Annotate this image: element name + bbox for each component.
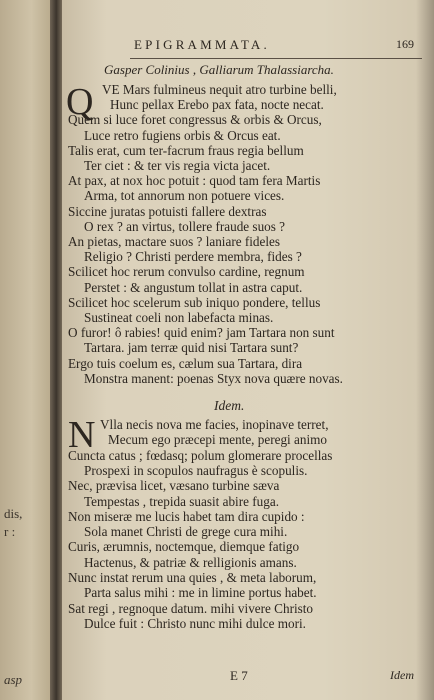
poem1-line: Monstra manent: poenas Styx nova quære novas. xyxy=(84,370,343,386)
poem1-line: Scilicet hoc rerum convulso cardine, regnum xyxy=(68,264,305,280)
signature-mark: E 7 xyxy=(230,668,248,683)
poem2-line: Mecum ego præcepi mente, peregi animo xyxy=(108,432,327,448)
page-shadow xyxy=(416,0,434,700)
left-page-edge xyxy=(0,0,52,700)
poem1-author: Gasper Colinius , Galliarum Thalassiarcha. xyxy=(104,62,334,77)
poem1-line: Tartara. jam terræ quid nisi Tartara sunt? xyxy=(84,340,299,356)
poem2-line: Nec, prævisa licet, væsano turbine sæva xyxy=(68,478,280,494)
poem2-line: Vlla necis nova me facies, inopinave terret, xyxy=(100,417,329,432)
poem2-dropcap: N xyxy=(68,414,96,456)
poem1-line: An pietas, mactare suos ? laniare fideles xyxy=(68,234,281,249)
poem2-line: Nunc instat rerum una quies , & meta laborum, xyxy=(68,570,317,585)
poem1-line: VE Mars fulmineus nequit atro turbine belli, xyxy=(102,82,337,97)
poem2-heading: Idem. xyxy=(214,398,245,413)
left-page-fragment: r : xyxy=(4,524,16,539)
poem1-line: Ter ciet : & ter vis regia victa jacet. xyxy=(84,158,271,173)
poem1-line: O rex ? an virtus, tollere fraude suos ? xyxy=(84,218,286,234)
header-rule xyxy=(130,58,422,59)
poem1-line: O furor! ô rabies! quid enim? jam Tartara non sunt xyxy=(68,325,335,341)
poem2-line: Sola manet Christi de grege cura mihi. xyxy=(84,524,288,540)
poem1-line: Talis erat, cum ter-facrum fraus regia bellum xyxy=(68,142,304,158)
poem1-line: At pax, at nox hoc potuit : quod tam fera Martis xyxy=(68,173,321,189)
poem2-line: Cuncta catus ; fœdasq; polum glomerare procellas xyxy=(68,447,333,463)
poem1-line: Scilicet hoc scelerum sub iniquo pondere, tellus xyxy=(68,294,321,310)
running-title: EPIGRAMMATA. xyxy=(134,37,270,52)
poem2-line: Non miseræ me lucis habet tam dira cupido : xyxy=(68,508,305,524)
running-header xyxy=(134,37,422,57)
poem1-line: Sustineat coeli non labefacta minas. xyxy=(84,310,274,325)
poem1-line: Siccine juratas potuisti fallere dextras xyxy=(68,203,267,219)
poem2-line: Parta salus mihi : me in limine portus habet. xyxy=(84,585,317,601)
poem2-line: Sat regi , regnoque datum. mihi vivere Christo xyxy=(68,600,314,616)
poem2-line: Curis, ærumnis, noctemque, diemque fatigo xyxy=(68,539,300,555)
poem1-line: Luce retro fugiens orbis & Orcus eat. xyxy=(84,127,281,143)
book-page xyxy=(62,0,434,700)
poem1-line: Ergo tuis coelum es, cælum sua Tartara, dira xyxy=(68,355,303,371)
poem2-line: Hactenus, & patriæ & relligionis amans. xyxy=(84,554,297,570)
poem2-line: Prospexi in scopulos naufragus è scopulis. xyxy=(84,462,308,478)
poem2-line: Dulce fuit : Christo nunc mihi dulce mori. xyxy=(84,615,306,631)
poem1-line: Religio ? Christi perdere membra, fides ? xyxy=(84,249,302,265)
poem1-line: Perstet : & angustum tollat in astra caput. xyxy=(84,279,303,295)
poem1-line: Hunc pellax Erebo pax fata, nocte necat. xyxy=(110,97,324,113)
poem2-line: Tempestas , trepida suasit abire fuga. xyxy=(84,493,279,509)
left-page-fragment: dis, xyxy=(4,506,23,521)
left-page-fragment: asp xyxy=(4,672,23,687)
poem1-line: Quem si luce foret congressus & orbis & Orcus, xyxy=(68,112,322,128)
poem1-line: Arma, tot annorum non potuere vices. xyxy=(84,188,285,204)
catchword: Idem xyxy=(390,668,414,682)
page-number: 169 xyxy=(396,37,414,51)
poem1-dropcap: Q xyxy=(66,81,94,123)
